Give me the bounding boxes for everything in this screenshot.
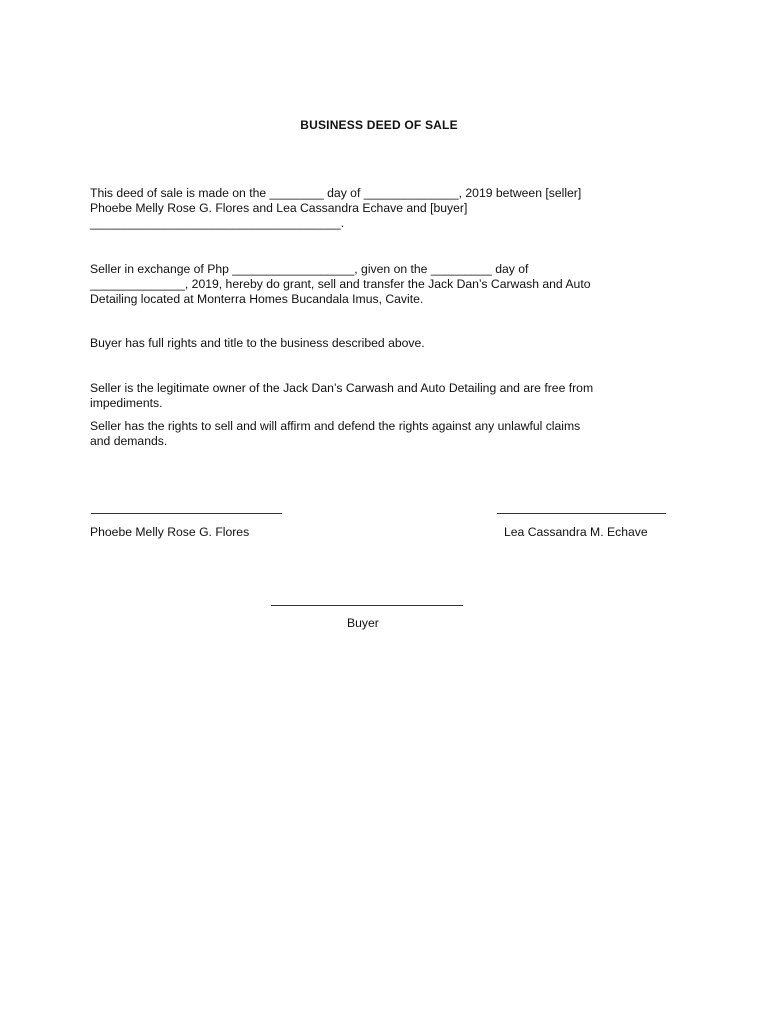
signature-line-seller-1 — [91, 513, 282, 514]
paragraph-buyer-rights — [90, 336, 680, 351]
paragraph-line: and demands. — [90, 434, 168, 448]
signature-line-seller-2 — [497, 513, 666, 514]
signature-name-seller-2: Lea Cassandra M. Echave — [504, 525, 648, 539]
paragraph-line: ______________, 2019, hereby do grant, sell and transfer the Jack Dan’s Carwash and Auto — [90, 277, 591, 291]
paragraph-line: Buyer has full rights and title to the business described above. — [90, 336, 425, 350]
signature-name-seller-1: Phoebe Melly Rose G. Flores — [90, 525, 250, 539]
paragraph-line: Seller in exchange of Php __________________, given on the _________ day of — [90, 262, 529, 276]
paragraph-line: Seller is the legitimate owner of the Jack Dan’s Carwash and Auto Detailing and are free from — [90, 381, 594, 395]
paragraph-line: Phoebe Melly Rose G. Flores and Lea Cassandra Echave and [buyer] — [90, 201, 468, 215]
paragraph-line: _____________________________________. — [90, 216, 345, 230]
paragraph-deed-date-parties — [90, 186, 680, 231]
paragraph-line: Detailing located at Monterra Homes Bucandala Imus, Cavite. — [90, 292, 424, 306]
paragraph-seller-rights — [90, 419, 680, 449]
signature-line-buyer — [271, 605, 463, 606]
signature-name-buyer: Buyer — [347, 616, 379, 630]
paragraph-line: This deed of sale is made on the ________ day of ______________, 2019 between [seller] — [90, 186, 582, 200]
paragraph-seller-ownership — [90, 381, 680, 411]
document-title: BUSINESS DEED OF SALE — [300, 118, 458, 132]
paragraph-exchange-terms — [90, 262, 680, 307]
paragraph-line: Seller has the rights to sell and will affirm and defend the rights against any unlawful claims — [90, 419, 581, 433]
paragraph-line: impediments. — [90, 396, 163, 410]
